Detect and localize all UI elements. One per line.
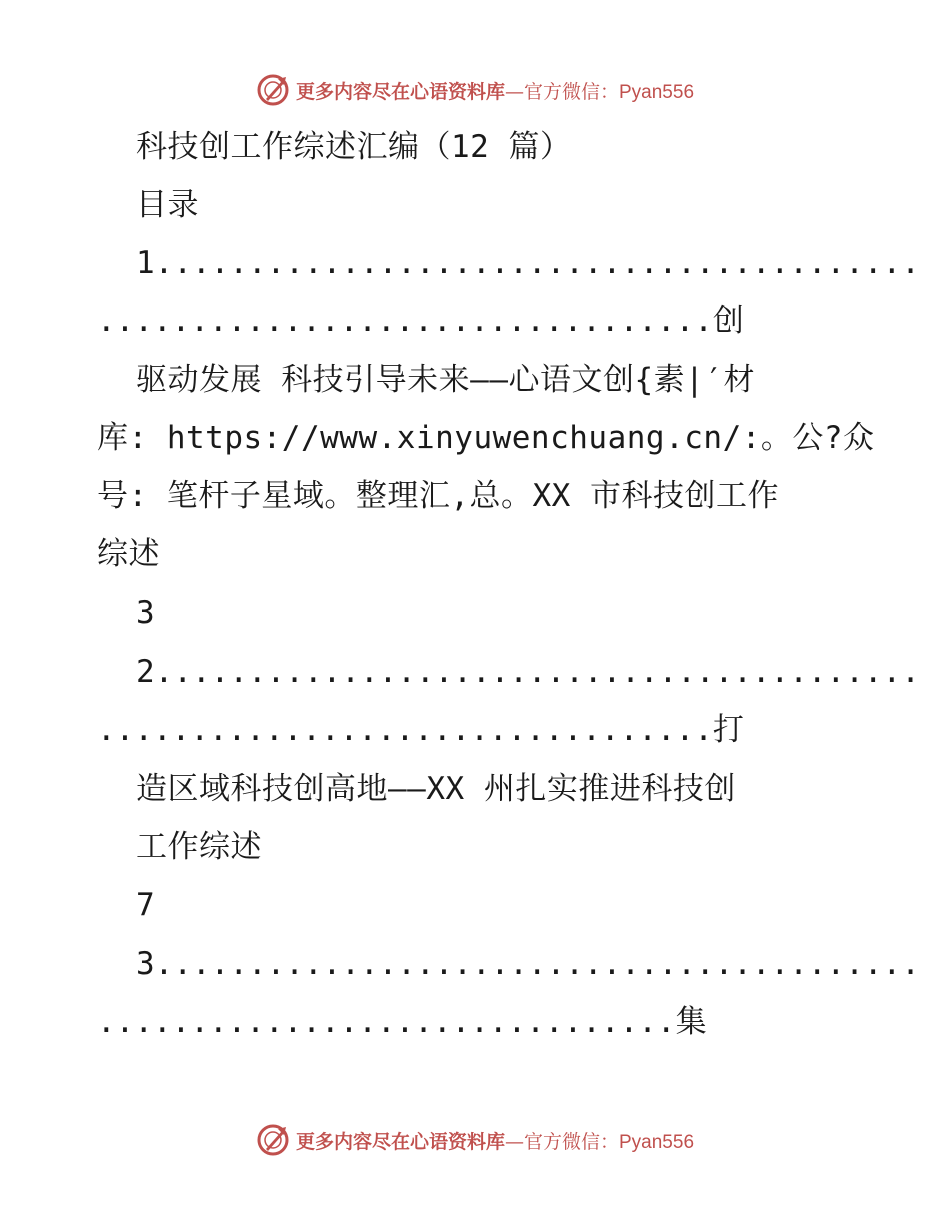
toc-entry-2-number: 2.........................................: [136, 654, 920, 690]
toc-entry-2-page: 7: [136, 887, 156, 923]
banner-wechat-label: 官方微信：: [523, 1130, 619, 1153]
banner-wechat-id: Pyan556: [619, 1131, 695, 1153]
header-banner: [0, 70, 950, 110]
toc-entry-1-number: 1.........................................: [136, 245, 920, 281]
pen-logo-icon: [256, 1123, 290, 1157]
toc-entry-1-text-line-1: 驱动发展 科技引导未来——心语文创{素|′材: [136, 362, 755, 398]
toc-entry-1-text-line-2: 库: https://www.xinyuwenchuang.cn/:。公?众: [97, 420, 875, 456]
toc-entry-2-text-line-1: 造区域科技创高地——XX 州扎实推进科技创: [136, 771, 736, 807]
pen-logo-icon: [256, 73, 290, 107]
toc-entry-3-dots: ...............................集: [97, 1004, 707, 1040]
toc-entry-3-number: 3.........................................: [136, 946, 920, 982]
toc-entry-2-dots: .................................打: [97, 712, 744, 748]
banner-text: [296, 1127, 694, 1154]
banner-text: [296, 77, 694, 104]
banner-dash: —: [504, 1130, 524, 1153]
toc-entry-1-dots: .................................创: [97, 303, 744, 339]
toc-heading: 目录: [136, 187, 199, 223]
banner-wechat-id: Pyan556: [619, 81, 695, 103]
document-title: 科技创工作综述汇编（12 篇）: [136, 129, 572, 165]
toc-entry-1-text-line-3: 号: 笔杆子星域。整理汇,总。XX 市科技创工作: [97, 478, 779, 514]
banner-site-name: 更多内容尽在心语资料库: [295, 1130, 505, 1153]
toc-entry-1-text-line-4: 综述: [97, 536, 160, 572]
footer-banner: [0, 1120, 950, 1160]
banner-dash: —: [504, 80, 524, 103]
banner-content: [256, 73, 694, 107]
banner-wechat-label: 官方微信：: [523, 80, 619, 103]
toc-entry-2-text-line-2: 工作综述: [136, 829, 262, 865]
banner-content: [256, 1123, 694, 1157]
toc-entry-1-page: 3: [136, 595, 156, 631]
banner-site-name: 更多内容尽在心语资料库: [295, 80, 505, 103]
